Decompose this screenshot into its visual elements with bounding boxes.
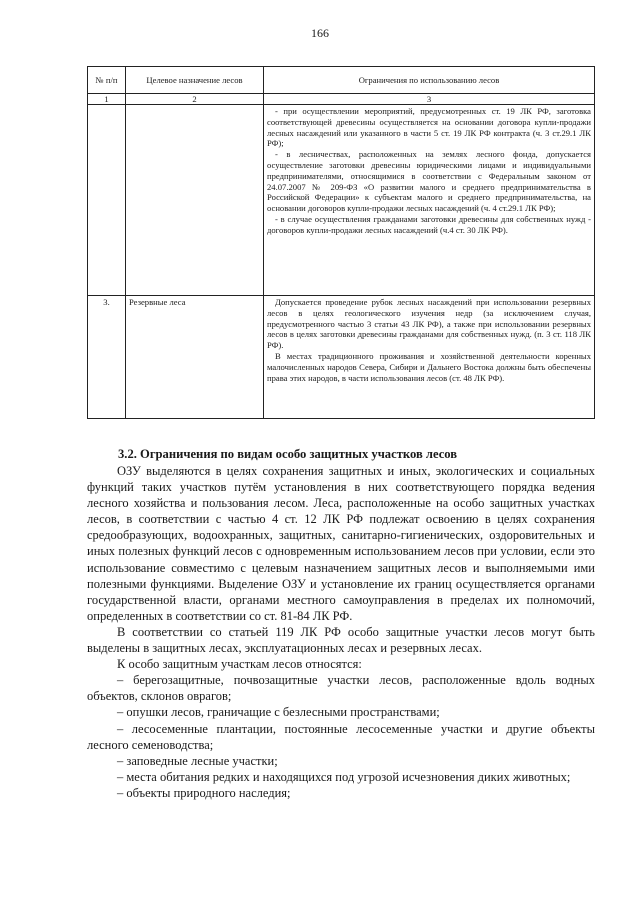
header-purpose: Целевое назначение лесов	[126, 67, 264, 94]
row-number	[88, 105, 126, 296]
body-paragraph: ОЗУ выделяются в целях сохранения защитных и иных, экологических и социальных функций таких участков путём установления в них соответствующего порядка ведения лесного хозяйства и пользования лесом. Леса, расположенные на особо защитных участках лесов, в соответствии с частью 4 ст. 12 ЛК РФ подлежат освоению в целях сохранения средообразующих, водоохранных, защитных, санитарно-гигиенических, оздоровительных и иных полезных функций лесов с одновременным использованием лесов при условии, если это использование совместимо с целевым назначением защитных лесов и выполняемыми ими полезными функциями. Выделение ОЗУ и установление их границ осуществляется органами государственной власти, органами местного самоуправления в пределах их полномочий, определенных в соответствии со ст. 81-84 ЛК РФ.	[87, 464, 595, 623]
table-header-row	[88, 67, 595, 94]
column-number-row	[88, 94, 595, 105]
restriction-paragraph: Допускается проведение рубок лесных насаждений при использовании резервных лесов в целях геологического изучения недр (за исключением случая, предусмотренного частью 3 статьи 43 ЛК РФ), а также при использовании резервных лесов в целях заготовки древесины гражданами для собственных нужд. (п. 3 ст. 118 ЛК РФ).	[267, 297, 591, 351]
body-paragraph: К особо защитным участкам лесов относятся:	[117, 657, 362, 672]
column-number-3: 3	[264, 94, 595, 105]
row-number: 3.	[88, 296, 126, 419]
table-row	[88, 105, 595, 296]
restriction-paragraph: В местах традиционного проживания и хозяйственной деятельности коренных малочисленных народов Севера, Сибири и Дальнего Востока должны быть обеспечены права этих народов, в части использования лесов (ст. 48 ЛК РФ).	[267, 350, 591, 383]
list-item: – лесосеменные плантации, постоянные лесосеменные участки и другие объекты лесного семеноводства;	[87, 721, 595, 752]
restrictions-table	[87, 66, 595, 419]
header-restrictions: Ограничения по использованию лесов	[264, 67, 595, 94]
column-number-1: 1	[88, 94, 126, 105]
section-body	[87, 463, 595, 801]
row-purpose: Резервные леса	[126, 296, 264, 419]
body-paragraph: В соответствии со статьей 119 ЛК РФ особо защитные участки лесов могут быть выделены в защитных лесах, эксплуатационных лесах и резервных лесах.	[87, 624, 595, 656]
section-title: 3.2. Ограничения по видам особо защитных участков лесов	[118, 447, 458, 461]
column-number-2: 2	[126, 94, 264, 105]
list-item: – берегозащитные, почвозащитные участки лесов, расположенные вдоль водных объектов, склонов оврагов;	[87, 673, 595, 704]
restriction-paragraph: - в случае осуществления гражданами заготовки древесины для собственных нужд - договоров купли-продажи лесных насаждений (ч.4 ст. 30 ЛК РФ).	[267, 213, 591, 235]
restriction-paragraph: - при осуществлении мероприятий, предусмотренных ст. 19 ЛК РФ, заготовка соответствующей древесины осуществляется на основании договора купли-продажи лесных насаждений или указанного в части 5 ст. 19 ЛК РФ контракта (ч. 3 ст.29.1 ЛК РФ);	[267, 106, 591, 149]
list-item: – места обитания редких и находящихся под угрозой исчезновения диких животных;	[117, 769, 571, 784]
row-purpose	[126, 105, 264, 296]
header-number: № п/п	[88, 67, 126, 94]
row-restrictions	[264, 105, 595, 296]
list-item: – заповедные лесные участки;	[117, 753, 278, 768]
list-item: – объекты природного наследия;	[117, 785, 291, 800]
restriction-paragraph: - в лесничествах, расположенных на землях лесного фонда, допускается осуществление заготовки древесины юридическими лицами и индивидуальными предпринимателями, относящимися в соответствии с Федеральным законом от 24.07.2007 № 209-ФЗ «О развитии малого и среднего предпринимательства в Российской Федерации» к субъектам малого и среднего предпринимательства, на основании договоров купли-продажи лесных насаждений (ч. 4 ст.29.1 ЛК РФ);	[267, 149, 591, 214]
list-item: – опушки лесов, граничащие с безлесными пространствами;	[117, 705, 440, 720]
page-number: 166	[311, 26, 329, 40]
row-restrictions	[264, 296, 595, 419]
table-row	[88, 296, 595, 419]
